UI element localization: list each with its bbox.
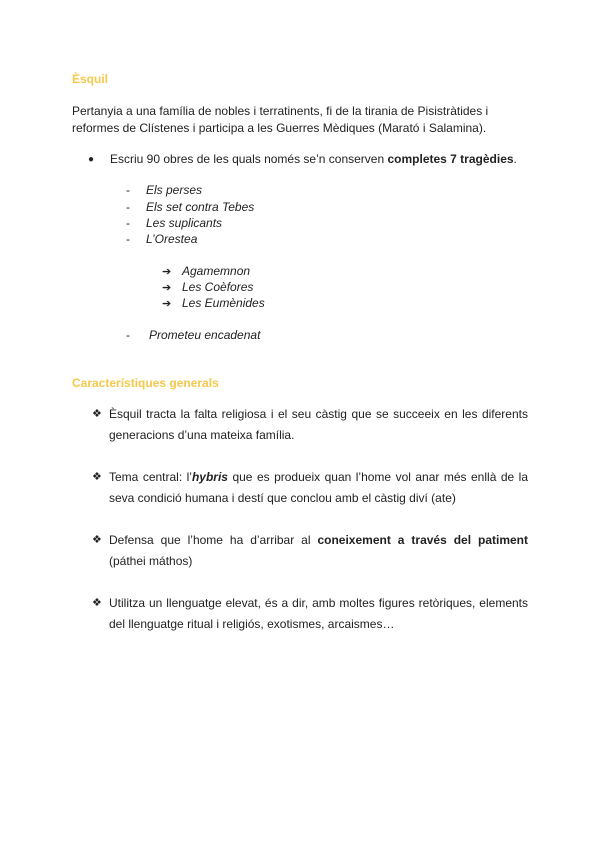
arrow-icon: ➔ — [162, 298, 172, 310]
diamond-icon: ❖ — [92, 597, 102, 609]
characteristic-text-suffix: que es produeix quan l’home vol anar més enllà de la seva condició humana i destí que conclou amb el càstig diví (ate) — [109, 470, 528, 505]
work-item — [126, 199, 254, 215]
characteristic-text-bold: hybris — [191, 470, 228, 484]
intro-paragraph: Pertanyia a una família de nobles i terratinents, fi de la tirania de Pisistràtides i reformes de Clístenes i participa a les Guerres Mèdiques (Marató i Salamina). — [72, 104, 489, 135]
work-title: L’Orestea — [146, 232, 198, 246]
characteristic-text-bold: coneixement a través del patiment — [317, 533, 528, 547]
dash-marker: - — [126, 183, 130, 197]
bullet-text-prefix: Escriu 90 obres de les quals només se’n conserven — [110, 152, 388, 166]
characteristic-text: Èsquil tracta la falta religiosa i el seu càstig que se succeeix en les diferents generacions d’una mateixa família. — [109, 407, 528, 442]
characteristic-text: Utilitza un llenguatge elevat, és a dir, amb moltes figures retòriques, elements del llenguatge ritual i religiós, exotismes, arcaismes… — [109, 596, 528, 631]
work-item — [126, 182, 202, 198]
characteristic-text-prefix: Tema central: l’ — [109, 470, 192, 484]
diamond-icon: ❖ — [92, 408, 102, 420]
characteristic-item — [92, 530, 528, 572]
characteristic-text-prefix: Defensa que l’home ha d’arribar al — [109, 533, 318, 547]
bullet-text — [110, 151, 517, 168]
characteristic-text-suffix: (páthei máthos) — [109, 554, 193, 568]
dash-marker: - — [126, 232, 130, 246]
bullet-text-suffix: . — [513, 152, 517, 166]
work-title: Prometeu encadenat — [149, 328, 261, 342]
bullet-text-bold: completes 7 tragèdies — [387, 152, 514, 166]
orestea-part — [162, 279, 253, 296]
section-title-characteristics: Característiques generals — [72, 376, 219, 390]
work-title: Els set contra Tebes — [146, 200, 255, 214]
work-item — [126, 215, 222, 231]
orestea-part — [162, 295, 265, 312]
orestea-part-title: Les Eumènides — [182, 296, 265, 310]
section-title-esquil: Èsquil — [72, 72, 109, 86]
dash-marker: - — [126, 216, 130, 230]
dash-marker: - — [126, 328, 130, 342]
work-title: Les suplicants — [146, 216, 223, 230]
diamond-icon: ❖ — [92, 471, 102, 483]
arrow-icon: ➔ — [162, 266, 172, 278]
arrow-icon: ➔ — [162, 282, 172, 294]
characteristic-text — [109, 467, 528, 509]
orestea-part-title: Les Coèfores — [182, 280, 254, 294]
bullet-icon: ● — [88, 154, 95, 165]
diamond-icon: ❖ — [92, 534, 102, 546]
characteristic-item — [92, 404, 528, 446]
characteristic-item — [92, 467, 528, 509]
work-item — [126, 327, 260, 343]
work-title: Els perses — [146, 183, 203, 197]
orestea-part-title: Agamemnon — [182, 264, 251, 278]
characteristic-text — [109, 530, 528, 572]
orestea-part — [162, 263, 250, 280]
work-item — [126, 231, 197, 247]
characteristic-item — [92, 593, 528, 635]
dash-marker: - — [126, 200, 130, 214]
